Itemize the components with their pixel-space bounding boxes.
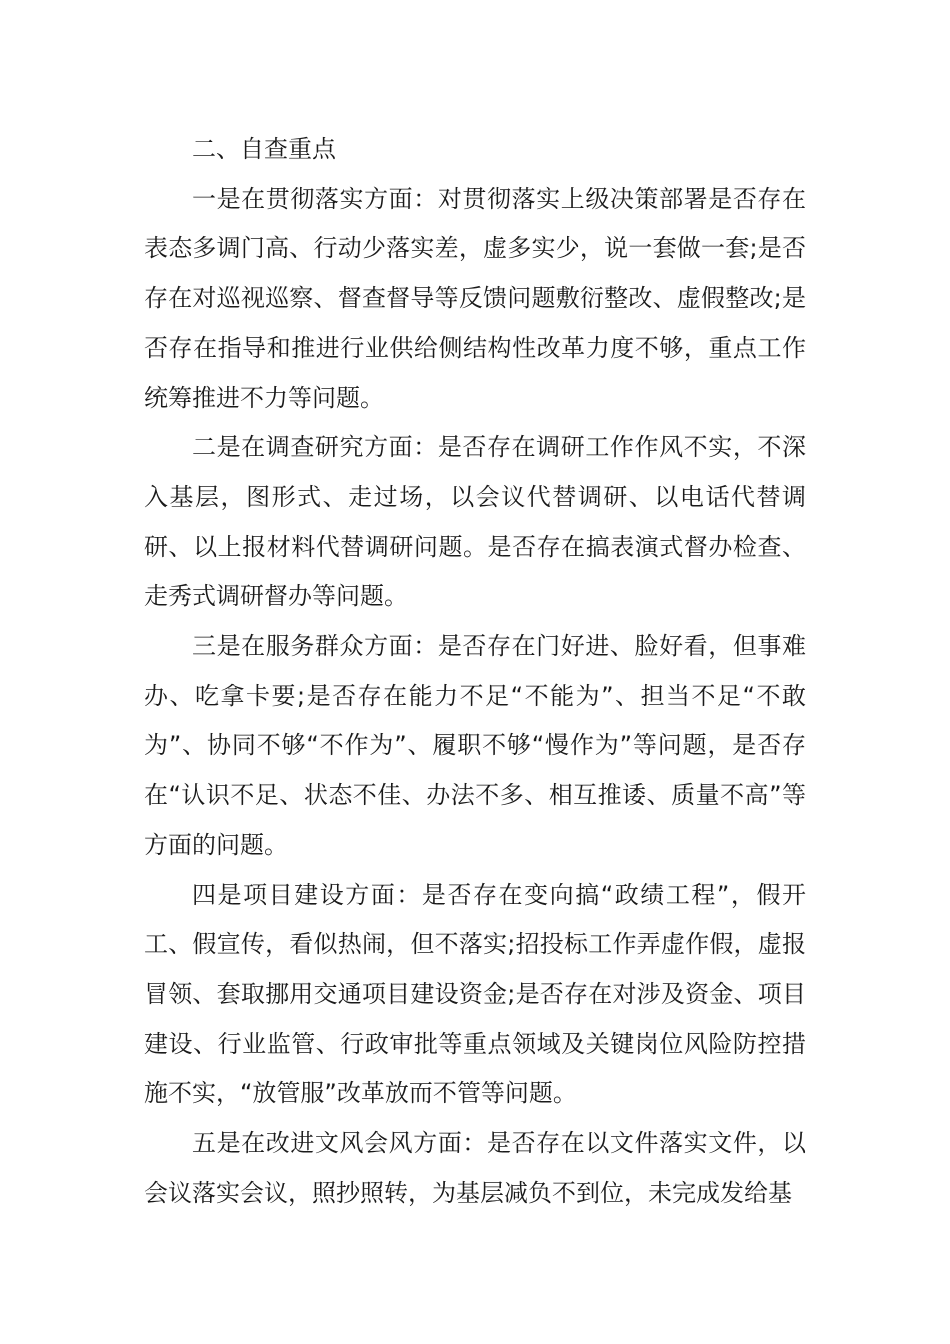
paragraph-implementation: 一是在贯彻落实方面：对贯彻落实上级决策部署是否存在表态多调门高、行动少落实差，虚多实少，说一套做一套;是否存在对巡视巡察、督查督导等反馈问题敷衍整改、虚假整改;是否存在指导和推进行业供给侧结构性改革力度不够，重点工作统筹推进不力等问题。 bbox=[144, 184, 806, 412]
section-heading: 二、自查重点 bbox=[192, 135, 336, 163]
paragraph-service: 三是在服务群众方面：是否存在门好进、脸好看，但事难办、吃拿卡要;是否存在能力不足“不能为”、担当不足“不敢为”、协同不够“不作为”、履职不够“慢作为”等问题，是否存在“认识不足、状态不佳、办法不多、相互推诿、质量不高”等方面的问题。 bbox=[144, 632, 806, 859]
paragraph-projects: 四是项目建设方面：是否存在变向搞“政绩工程”，假开工、假宣传，看似热闹，但不落实;招投标工作弄虚作假，虚报冒领、套取挪用交通项目建设资金;是否存在对涉及资金、项目建设、行业监管、行政审批等重点领域及关键岗位风险防控措施不实，“放管服”改革放而不管等问题。 bbox=[144, 880, 806, 1108]
paragraph-writing-style: 五是在改进文风会风方面：是否存在以文件落实文件，以会议落实会议，照抄照转，为基层减负不到位，未完成发给基 bbox=[144, 1129, 806, 1207]
document-body bbox=[144, 125, 806, 1218]
paragraph-research: 二是在调查研究方面：是否存在调研工作作风不实，不深入基层，图形式、走过场，以会议代替调研、以电话代替调研、以上报材料代替调研问题。是否存在搞表演式督办检查、走秀式调研督办等问题。 bbox=[144, 433, 806, 611]
